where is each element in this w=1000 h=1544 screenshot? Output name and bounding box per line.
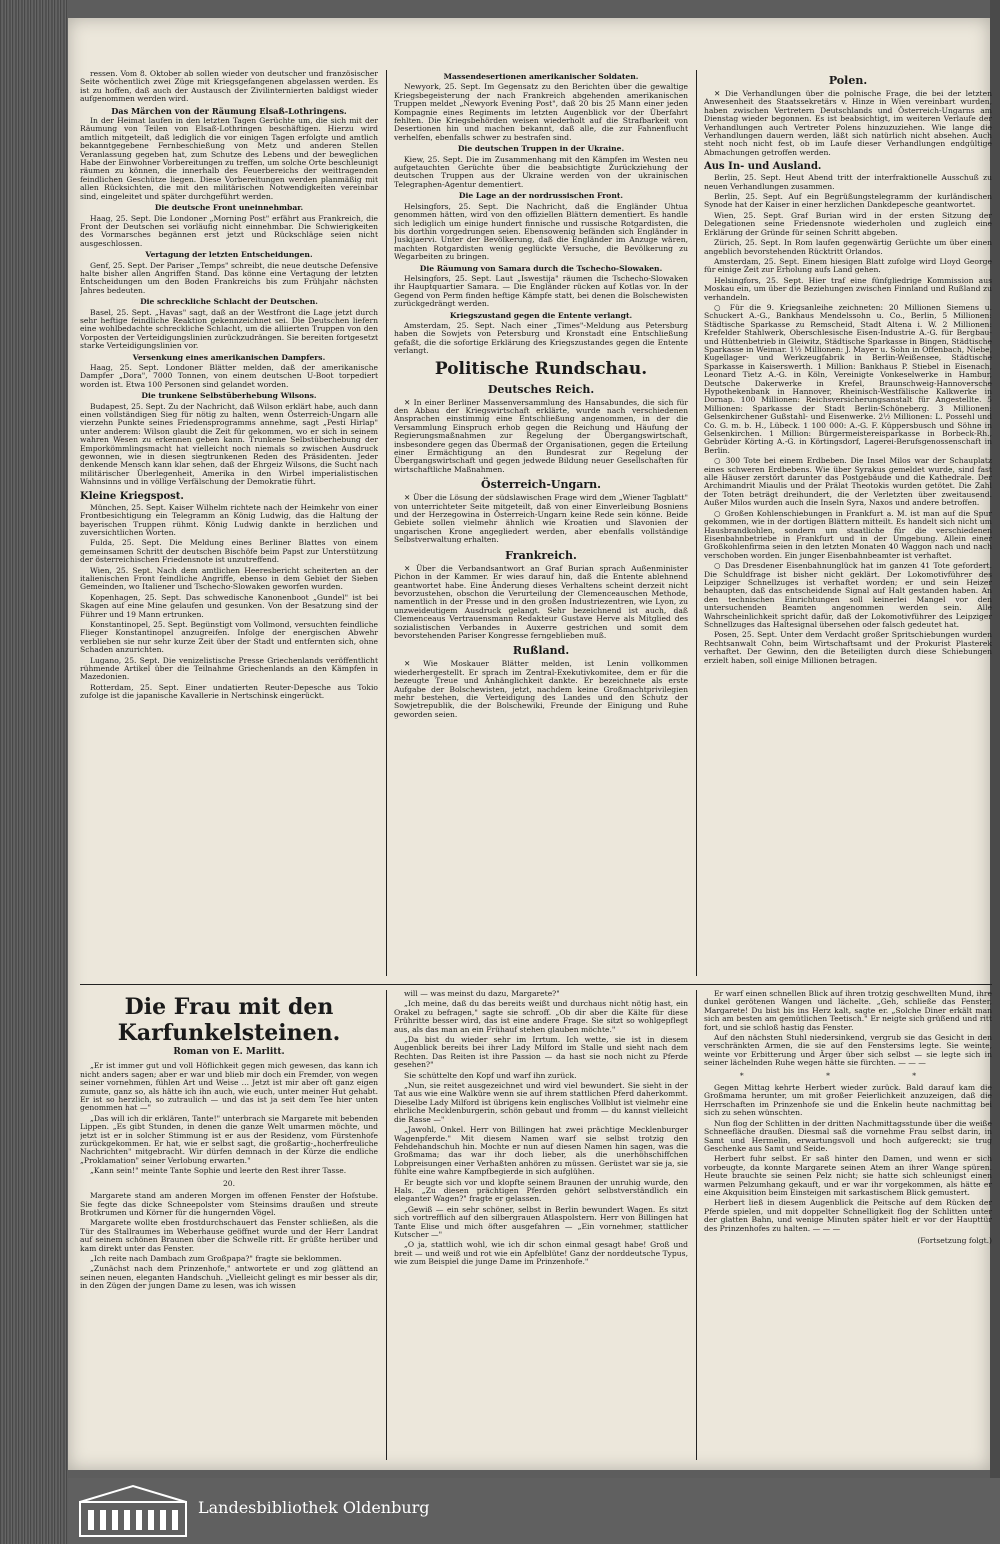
newspaper-sheet — [80, 70, 992, 1460]
article-heading: Die Lage an der nordrussischen Front. — [458, 191, 624, 201]
article-heading: Kleine Kriegspost. — [80, 490, 184, 502]
article-heading: * * * — [739, 1070, 957, 1080]
article-heading: Vertagung der letzten Entscheidungen. — [145, 250, 313, 260]
library-footer — [68, 1478, 1000, 1544]
article-paragraph: Auf den nächsten Stuhl niedersinkend, vergrub sie das Gesicht in den verschränkten Armen, die sie auf den Fenstersims legte. Sie weinte, weinte vor Erbitterung und Ärger über sich selbst — sie legte sich in seiner lächelnden Ruhe wegen hätte sie fürchten. — — — — [704, 1033, 992, 1068]
article-paragraph: „Da bist du wieder sehr im Irrtum. Ich wette, sie ist in diesem Augenblick bereits bei ihrer Lady Milford im Stalle und sieht nach dem Rechten. Das Reiten ist ihre Passion — da hast sie noch nicht zu Pferde gesehen?" — [394, 1035, 688, 1070]
article-heading: Die Räumung von Samara durch die Tschecho-Slowaken. — [419, 263, 663, 273]
novel-author: Roman von E. Marlitt. — [173, 1047, 285, 1057]
article-heading: (Fortsetzung folgt.) — [917, 1235, 992, 1245]
novel-title: Die Frau mit den Karfunkelsteinen. — [117, 994, 341, 1046]
article-paragraph: Herbert ließ in diesem Augenblick die Peitsche auf dem Rücken der Pferde spielen, und mit doppelter Schnelligkeit flog der Schlitten unter der glatten Bahn, und wenige Minuten später hielt er vor der Haupttür des Prinzenhofes zu halten. — — — — [704, 1198, 992, 1233]
article-paragraph: ✕ Über die Lösung der südslawischen Frage wird dem „Wiener Tagblatt" von unterrichteter Seite mitgeteilt, daß von einer Einverleibung Bosniens und der Herzegowina in Österreich-Ungarn keine Rede sein könne. Beide Gebiete sollen vielmehr ähnlich wie Kroatien und Slavonien der ungarischen Krone angegliedert werden, aber ebenfalls vollständige Selbstverwaltung erhalten. — [394, 493, 688, 545]
article-paragraph: „Kann sein!" meinte Tante Sophie und leerte den Rest ihrer Tasse. — [90, 1166, 347, 1176]
article-paragraph: Gegen Mittag kehrte Herbert wieder zurück. Bald darauf kam die Großmama herunter, um mit großer Feierlichkeit anzuzeigen, daß die Herrschaften im Prinzenhofe sie und die Enkelin heute nachmittag bei sich zu sehen wünschten. — [704, 1083, 992, 1118]
article-paragraph: „Ich reite nach Dambach zum Großpapa?" fragte sie beklommen. — [90, 1253, 342, 1263]
article-paragraph: Newyork, 25. Sept. Im Gegensatz zu den Berichten über die gewaltige Kriegsbegeisterung der nach Frankreich abgehenden amerikanischen Truppen meldet „Newyork Evening Post", daß 20 bis 25 Mann einer jeden Kompagnie eines Regiments im letzten Augenblick vor der Überfahrt fehlten. Die Kriegsbehörden weisen wiederholt auf die Strafbarkeit von Desertionen hin und machen bekannt, daß alle, die zur Fahnenflucht verhelfen, ebenfalls schwer zu bestrafen sind. — [394, 82, 688, 142]
article-heading: Polen. — [828, 74, 868, 87]
article-paragraph: Konstantinopel, 25. Sept. Begünstigt vom Vollmond, versuchten feindliche Flieger Konstantinopel anzugreifen. Infolge der energischen Abwehr verblieben sie nur sehr kurze Zeit über der Stadt und entfernten sich, ohne Schaden anzurichten. — [80, 619, 378, 655]
column-rule — [386, 70, 387, 976]
article-paragraph: ○ Das Dresdener Eisenbahnunglück hat im ganzen 41 Tote gefordert. Die Schuldfrage ist bisher nicht geklärt. Der Lokomotivführer des Leipziger Schnellzuges ist verhaftet worden; er und sein Heizer behaupten, daß das entscheidende Signal auf Halt gestanden haben. An den technischen Einrichtungen soll keinerlei Mangel vor den untersuchenden Beamten angenommen werden sein. Alle Wahrscheinlichkeit spricht dafür, daß der Lokomotivführer des Leipziger Schnellzuges das Haltesignal übersehen oder falsch gedeutet hat. — [704, 561, 992, 629]
article-paragraph: Basel, 25. Sept. „Havas" sagt, daß an der Westfront die Lage jetzt durch sehr heftige feindliche Reaktion gekennzeichnet sei. Die Deutschen liefern eine wohlbedachte schreckliche Schlacht, um die alliierten Truppen von den Vorposten der Verteidigungslinien zurückzudrängen. Sie bereiten fortgesetzt starke Verteidigungslinien vor. — [80, 307, 378, 351]
article-paragraph: „Gewiß — ein sehr schöner, selbst in Berlin bewundert Wagen. Es sitzt sich vortrefflich auf den silbergrauen Atlaspolstern. Herr von Billingen hat Tante Elise und mich öfter ausgefahren — „Ein vornehmer, stattlicher Kutscher —" — [394, 1204, 688, 1239]
article-heading: Aus In- und Ausland. — [704, 161, 822, 173]
article-paragraph: Margarete stand am anderen Morgen im offenen Fenster der Hofstube. Sie fegte das dicke Schneepolster vom Steinsims draußen und streute Brotkrumen und Körner für die hungernden Vögel. — [80, 1191, 378, 1217]
article-paragraph: Wien, 25. Sept. Graf Burian wird in der ersten Sitzung der Delegationen seine Friedensnote wiederholen und zugleich eine Erklärung der Gründe für seinen Schritt abgeben. — [704, 210, 992, 237]
article-paragraph: „Er ist immer gut und voll Höflichkeit gegen mich gewesen, das kann ich nicht anders sagen; aber er war und blieb mir doch ein Fremder, von wegen seiner vornehmen, fühlen Art und Weise … Jetzt ist mir aber oft ganz eigen zumute, ganz so, als hätte ich ihn auch, wie euch, unter meiner Hut gehabt. Er ist so herzlich, so zutraulich — und das ist ja seit dem Tee hier unten genommen hat —" — [80, 1061, 378, 1113]
article-heading: Die trunkene Selbstüberhebung Wilsons. — [141, 391, 317, 401]
article-paragraph: Rotterdam, 25. Sept. Einer undatierten Reuter-Depesche aus Tokio zufolge ist die japanische Kavallerie in Nertschinsk eingerückt. — [80, 682, 378, 701]
article-paragraph: Budapest, 25. Sept. Zu der Nachricht, daß Wilson erklärt habe, auch dann einen vollständigen Sieg für nötig zu halten, wenn Österreich-Ungarn alle vierzehn Punkte seines Friedensprogramms annehme, sagt „Pesti Hirlap" unter anderem: Wilson glaubt die Zeit für gekommen, wo er sich in seinem wahren Wesen zu erkennen geben kann. Trunkene Selbstüberhebung der Emporkömmlingsmacht hat vielleicht noch niemals so zwischen Ausdruck gewonnen, wie in diesen siegtrunkenen Reden des Präsidenten. Jeder denkende Mensch kann klar sehen, daß der Ehrgeiz Wilsons, die Sucht nach militärischer Überlegenheit, Amerika in den Wirbel imperialistischen Wahnsinns und in völlige Verfälschung der Demokratie führt. — [80, 401, 378, 487]
article-paragraph: Lugano, 25. Sept. Die venizelistische Presse Griechenlands veröffentlicht rühmende Artikel über die Teilnahme Griechenlands an den Kämpfen in Mazedonien. — [80, 655, 378, 682]
article-heading: Kriegszustand gegen die Entente verlangt. — [449, 310, 633, 320]
article-heading: Das Märchen von der Räumung Elsaß-Lothringens. — [111, 105, 347, 116]
article-paragraph: Fulda, 25. Sept. Die Meldung eines Berliner Blattes von einem gemeinsamen Schritt der deutschen Bischöfe beim Papst zur Unterstützung der österreichischen Friedensnote ist unzutreffend. — [80, 538, 378, 565]
article-heading: Versenkung eines amerikanischen Dampfers. — [132, 352, 326, 362]
article-paragraph: ○ Für die 9. Kriegsanleihe zeichneten: 20 Millionen Siemens u. Schuckert A.-G., Bankhaus Mendelssohn u. Co., Berlin, 5 Millionen: Städtische Sparkasse zu Remscheid, Stadt Altena i. W. 2 Millionen: Krefelder Stahlwerk, Oberschlesische Eisen-Industrie A.-G. für Bergbau- und Hüttenbetrieb in Gleiwitz, Städtische Sparkasse in Bingen, Städtische Sparkasse in Weimar. 1½ Millionen: J. Mayer u. Sohn in Offenbach, Niebe, Kugellager- und Werkzeugfabrik in Berlin-Weißensee, Städtische Sparkasse in Kaiserswerth. 1 Million: Bankhaus P. Stiebel in Eisenach, Leonard Tietz A.-G. in Köln, Vereinigte Vonkeselwerke in Hambur, Deutsche Dakerwerke in Krefel, Braunschweig-Hannoversche Hypothekenbank in Hannover, Rheinisch-Westfälische Kalkwerke in Dornap. 100 Millionen: Reichsversicherungsanstalt für Angestellte. 5 Millionen: Sparkasse der Stadt Berlin-Schöneberg. 3 Millionen: Gelsenkirchener Gußstahl- und Eisenwerke. 2½ Millionen: L. Possehl und Co. G. m. b. H., Lübeck. 1 100 000: A.-G. F. Küppersbusch und Söhne in Gelsenkirchen. 1 Million: Bürgermeistereisparkasse in Borbeck-Rh., Gebrüder Körting A.-G. in Körtingsdorf, Lagerei-Berufsgenossenschaft in Berlin. — [704, 302, 992, 455]
article-paragraph: Nun flog der Schlitten in der dritten Nachmittagsstunde über die weiße Schneefläche draußen. Diesmal saß die vornehme Frau selbst darin, in Samt und Hermelin, erwartungsvoll und hoch aufgereckt; sie trug Geschenke aus Samt und Seide. — [704, 1118, 992, 1153]
article-paragraph: ✕ Die Verhandlungen über die polnische Frage, die bei der letzten Anwesenheit des Staatssekretärs v. Hinze in Wien vereinbart wurden, haben zwischen Vertretern Deutschlands und Österreich-Ungarns am Dienstag wieder begonnen. Es ist beabsichtigt, im weiteren Verlaufe der Verhandlungen auch Vertreter Polens hinzuzuziehen. Wie lange die Verhandlungen dauern werden, läßt sich natürlich nicht absehen. Auch steht noch nicht fest, ob im Laufe dieser Verhandlungen endgültige Abmachungen getroffen werden. — [704, 89, 992, 157]
library-name: Landesbibliothek Oldenburg — [198, 1498, 430, 1517]
article-paragraph: ○ Großen Kohlenschiebungen in Frankfurt a. M. ist man auf die Spur gekommen, wie in der dortigen Blättern mitteilt. Es handelt sich nicht um Hausbrandkohlen, sondern um staatliche für die verschiedenen Eisenbahnbetriebe in Frankfurt und in der Umgebung. Allein einer Großkohlenfirma seien in den letzten Monaten 40 Waggon nach und nach verschoben worden. Ein junger Eisenbahnbeamter ist verhaftet. — [704, 508, 992, 560]
article-paragraph: Herbert fuhr selbst. Er saß hinter den Damen, und wenn er sich vorbeugte, da konnte Margarete seinen Atem an ihrer Wange spüren. Heute brauchte sie seinen Pelz nicht; sie hatte sich schleunigst einen warmen Pelzumhang gekauft, und er war ihr vorgekommen, als hätte er eine Akquisition beim Einsteigen mit sarkastischem Blick gemustert. — [704, 1154, 992, 1197]
article-paragraph: Er warf einen schnellen Blick auf ihren trotzig geschwellten Mund, ihre dunkel gerötenen Wangen und lächelte. „Geh, schließe das Fenster, Margarete! Du bist bis ins Herz kalt, sagte er. „Solche Diner erkält man sich am besten am gemütlichen Teetisch." Er neigte sich grüßend und ritt fort, und sie schloß hastig das Fenster. — [704, 990, 992, 1032]
article-paragraph: Amsterdam, 25. Sept. Einem hiesigen Blatt zufolge wird Lloyd George für einige Zeit zur Erholung aufs Land gehen. — [704, 256, 992, 275]
article-paragraph: „Ich meine, daß du das bereits weißt und durchaus nicht nötig hast, ein Orakel zu befragen," sagte sie schroff. „Ob dir aber die Kälte für diese Frühritte besser wird, das ist eine andere Frage. Sie sitzt so wohlgepflegt aus, als das man an ein Frühauf stehen glauben möchte." — [394, 999, 688, 1034]
article-paragraph: Posen, 25. Sept. Unter dem Verdacht großer Spritschiebungen wurden Rechtsanwalt Cohn, beim Wirtschaftsamt und der Prokurist Plasterek verhaftet. Der Gewinn, den die Beteiligten durch diese Schiebungen erzielt haben, soll einige Millionen betragen. — [704, 630, 992, 665]
book-binding — [0, 0, 68, 1544]
article-heading: Massendesertionen amerikanischer Soldaten. — [443, 72, 639, 81]
article-paragraph: Genf, 25. Sept. Der Pariser „Temps" schreibt, die neue deutsche Defensive halte bisher allen Angriffen Stand. Das könne eine Vertagung der letzten Entscheidungen um den Boden Frankreichs bis zum Frühjahr nächsten Jahres bedeuten. — [80, 260, 378, 295]
article-paragraph: Zürich, 25. Sept. In Rom laufen gegenwärtig Gerüchte um über einen angeblich bevorstehenden Rücktritt Orlandos. — [704, 238, 992, 256]
article-heading: Die schreckliche Schlacht der Deutschen. — [140, 297, 318, 307]
novel-column-3 — [704, 990, 992, 1460]
article-paragraph: Kopenhagen, 25. Sept. Das schwedische Kanonenboot „Gundel" ist bei Skagen auf eine Mine gelaufen und gesunken. Von der Besatzung sind der Führer und 19 Mann ertrunken. — [80, 592, 378, 619]
article-paragraph: Sie schüttelte den Kopf und warf ihn zurück. — [404, 1070, 577, 1080]
article-heading: Die deutsche Front uneinnehmbar. — [154, 203, 304, 213]
novel-text-1 — [80, 1062, 378, 1290]
article-paragraph: Margarete wollte eben frostdurchschauert das Fenster schließen, als die Tür des Stallraumes im Weberhause geöffnet wurde und der Herr Landrat auf seinem schönen Braunen über die Schwelle ritt. Er grüßte herüber und kam direkt unter das Fenster. — [80, 1218, 378, 1253]
column-rule — [386, 990, 387, 1460]
article-heading: Österreich-Ungarn. — [481, 478, 601, 492]
column-1 — [80, 70, 378, 980]
article-paragraph: Haag, 25. Sept. Die Londoner „Morning Post" erfährt aus Frankreich, die Front der Deutschen sei vorläufig nicht einnehmbar. Die Schwierigkeiten des Vormarsches begännen erst jetzt und Rückschläge seien nicht ausgeschlossen. — [80, 213, 378, 248]
article-paragraph: ✕ In einer Berliner Massenversammlung des Hansabundes, die sich für den Abbau der Kriegswirtschaft erklärte, wurde nach verschiedenen Ansprachen einstimmig eine Entschließung angenommen, in der die Versammlung Einspruch erhob gegen die Reichung und Häufung der Regierungsmaßnahmen zur Regelung der Übergangswirtschaft, insbesondere gegen das Übermaß der Organisationen, gegen die Erteilung einer Ermächtigung an den Bundesrat zur Regelung der Übergangswirtschaft und gegen jedwede Bildung neuer Gesellschaften für wirtschaftliche Maßnahmen. — [394, 397, 688, 474]
section-title: Politische Rundschau. — [434, 358, 648, 379]
article-paragraph: „Das will ich dir erklären, Tante!" unterbrach sie Margarete mit bebenden Lippen. „Es gibt Stunden, in denen die ganze Welt umarmen möchte, und jetzt ist er in solcher Stimmung ist er aus der Residenz, vom Fürstenhofe zurückgekommen. Er hat, wie er selbst sagt, die großartig-„hocherfreuliche Nachrichten" mitgebracht. Wir dürfen demnach in der Kürze die endliche „Proklamation" seiner Verlobung erwarten." — [80, 1113, 378, 1165]
column-3 — [704, 70, 992, 980]
novel-column-2 — [394, 990, 688, 1460]
column-rule — [696, 990, 697, 1460]
article-paragraph: Kiew, 25. Sept. Die im Zusammenhang mit den Kämpfen im Westen neu aufgetauchten Gerüchte über die beabsichtigte Zurückziehung der deutschen Truppen aus der Ukraine werden von der ukrainischen Telegraphen-Agentur dementiert. — [394, 154, 688, 189]
article-paragraph: Berlin, 25. Sept. Auf ein Begrüßungstelegramm der kurländischen Synode hat der Kaiser in einer herzlichen Dankdepesche geantwortet. — [704, 192, 992, 210]
article-paragraph: Er beugte sich vor und klopfte seinem Braunen der unruhig wurde, den Hals. „Zu diesen prächtigen Pferden gehört selbstverständlich ein eleganter Wagen?" fragte er gelassen. — [394, 1177, 688, 1204]
article-paragraph: „Nun, sie reitet ausgezeichnet und wird viel bewundert. Sie sieht in der Tat aus wie eine Walküre wenn sie auf ihrem stattlichen Pferd daherkommt. Dieselbe Lady Milford ist übrigens kein englisches Vollblut ist vielmehr eine ehrliche Mecklenburgerin, schön gebaut und fromm — du kannst vielleicht die Rasse —" — [394, 1081, 688, 1124]
article-heading: 20. — [222, 1178, 236, 1188]
article-heading: Rußland. — [512, 644, 570, 658]
article-paragraph: Helsingfors, 25. Sept. Laut „Iswestija" räumen die Tschecho-Slowaken ihr Hauptquartier Samara. — Die Engländer rücken auf Kotlas vor. In der Gegend von Perm finden heftige Kämpfe statt, bei denen die Bolschewisten zurückgedrängt werden. — [394, 273, 688, 309]
article-paragraph: Berlin, 25. Sept. Heut Abend tritt der interfraktionelle Ausschuß zu neuen Verhandlungen zusammen. — [704, 173, 992, 191]
article-paragraph: will — was meinst du dazu, Margarete?" — [404, 990, 560, 998]
column-2 — [394, 70, 688, 980]
article-paragraph: „Zunächst nach dem Prinzenhofe," antwortete er und zog glättend an seinen neuen, eleganten Handschuh. „Vielleicht gelingt es mir besser als dir, in den Zügen der jungen Dame zu lesen, was ich wissen — [80, 1264, 378, 1291]
article-paragraph: ✕ Über die Verbandsantwort an Graf Burian sprach Außenminister Pichon in der Kammer. Er wies darauf hin, daß die Entente ablehnend geantwortet habe. Eine Änderung dieses Verhaltens scheint derzeit nicht bevorzustehen, obschon die Verurteilung der Clemenceauschen Methode, namentlich in der Presse und in den großen Industriezentren, wie Lyon, zu unzweideutigem Ausdruck gelangt. Sehr bezeichnend ist auch, daß Clemenceaus Vertrauensmann Redakteur Gustave Herve als Mitglied des sozialistischen Verbandes in Auxerre gestrichen und somit dem bevorstehenden Pariser Kongresse ferngeblieben muß. — [394, 563, 688, 640]
article-paragraph: „Jawohl, Onkel. Herr von Billingen hat zwei prächtige Mecklenburger Wagenpferde." Mit diesem Namen warf sie selbst trotzig den Fehdehandschuh hin. Mochte er nun auf diesen Namen hin sagen, was die Großmama; das war ihr doch lieber, als die unerhöhschiffchen Lobpreisungen einer Verhaßten anhören zu müssen. Gerüstet war sie ja, sie fühlte eine wahre Kampfbegierde in sich aufglühen. — [394, 1125, 688, 1177]
library-building-icon — [78, 1484, 188, 1538]
article-paragraph: Helsingfors, 25. Sept. Die Nachricht, daß die Engländer Uhtua genommen hätten, wird von den offiziellen Blättern dementiert. Es handle sich lediglich um einige hundert finnische und russische Rotgardisten, die bis dorthin vorgedrungen seien. Ebensowenig befänden sich Engländer in Juskijaervi. Unter der Bevölkerung, daß die Engländer im Anzuge wären, machten Rotgardisten wenig geglückte Versuche, die Bevölkerung zu Wegarbeiten zu bringen. — [394, 201, 688, 262]
article-heading: Frankreich. — [505, 548, 577, 562]
article-paragraph: München, 25. Sept. Kaiser Wilhelm richtete nach der Heimkehr von einer Frontbesichtigung ein Telegramm an König Ludwig, das die Haltung der bayerischen Truppen rühmt. König Ludwig dankte in herzlichen und zuversichtlichen Worten. — [80, 502, 378, 537]
article-paragraph: ressen. Vom 8. Oktober ab sollen wieder von deutscher und französischer Seite wöchentlich zwei Züge mit Kriegsgefangenen abgelassen werden. Es ist zu hoffen, daß auch der Austausch der Zivilinternierten baldigst wieder aufgenommen werden wird. — [80, 70, 378, 104]
article-paragraph: Amsterdam, 25. Sept. Nach einer „Times"-Meldung aus Petersburg haben die Sowjets von Petersburg und Kronstadt eine Entschließung gefaßt, die die sofortige Erklärung des Kriegszustandes gegen die Entente verlangt. — [394, 320, 688, 356]
article-paragraph: Wien, 25. Sept. Nach dem amtlichen Heeresbericht scheiterten an der italienischen Front feindliche Angriffe, ebenso in dem Gebiet der Sieben Gemeinden, wo Italiener und Tschecho-Slowaken geworfen wurden. — [80, 565, 378, 592]
article-paragraph: In der Heimat laufen in den letzten Tagen Gerüchte um, die sich mit der Räumung von Teilen von Elsaß-Lothringen beschäftigen. Hierzu wird amtlich mitgeteilt, daß lediglich die vor einigen Tagen erfolgte und amtlich bekanntgegebene Fernbeschießung von Metz und anderen Stellen Veranlassung gegeben hat, zum Schutze des Lebens und der beweglichen Habe der Einwohner Vorbereitungen zu treffen, um solche Orte beschleunigt räumen zu können, die innerhalb des Feuerbereichs der weittragenden feindlichen Geschütze liegen. Diese Vorbereitungen werden planmäßig mit allen Rücksichten, die mit den militärischen Notwendigkeiten vereinbar sind, eingeleitet und später durchgeführt werden. — [80, 116, 378, 201]
feuilleton-rule — [80, 984, 992, 985]
article-paragraph: ✕ Wie Moskauer Blätter melden, ist Lenin vollkommen wiederhergestellt. Er sprach im Zentral-Exekutivkomitee, dem er für die bezeugte Treue und Anhänglichkeit dankte. Er bezeichnete als erste Aufgabe der Bolschewisten, jetzt, nachdem keine Großmachtprivilegien mehr bestehen, die Verteidigung des Landes und den Schutz der Sowjetrepublik, die der Bolschewiki, Freunde der Einigung und Ruhe geworden seien. — [394, 659, 688, 719]
article-heading: Deutsches Reich. — [487, 382, 595, 396]
article-paragraph: ○ 300 Tote bei einem Erdbeben. Die Insel Milos war der Schauplatz eines schweren Erdbebens. Wie über Syrakus gemeldet wurde, sind fast alle Häuser zerstört darunter das Postgebäude und die Kathedrale. Der Archimandrit Miaulis und der Prälat Theotokis wurden getötet. Die Zahl der Toten beträgt dreihundert, die der Verletzten über zweitausend. Außer Milos wurden auch die Inseln Syra, Naxos und andere betroffen. — [704, 456, 992, 508]
article-paragraph: Helsingfors, 25. Sept. Hier traf eine fünfgliedrige Kommission aus Moskau ein, um über die Beziehungen zwischen Finnland und Rußland zu verhandeln. — [704, 275, 992, 302]
article-paragraph: „O ja, stattlich wohl, wie ich dir schon einmal gesagt habe! Groß und breit — und weiß und rot wie ein Apfelblüte! Ganz der norddeutsche Typus, wie zum Beispiel die junge Dame im Prinzenhofe." — [394, 1240, 688, 1267]
article-paragraph: Haag, 25. Sept. Londoner Blätter melden, daß der amerikanische Dampfer „Dora", 7000 Tonnen, von einem deutschen U-Boot torpediert worden ist. Etwa 100 Personen sind gelandet worden. — [80, 363, 378, 389]
column-rule — [696, 70, 697, 976]
article-heading: Die deutschen Truppen in der Ukraine. — [457, 144, 625, 154]
novel-column-1 — [80, 990, 378, 1460]
